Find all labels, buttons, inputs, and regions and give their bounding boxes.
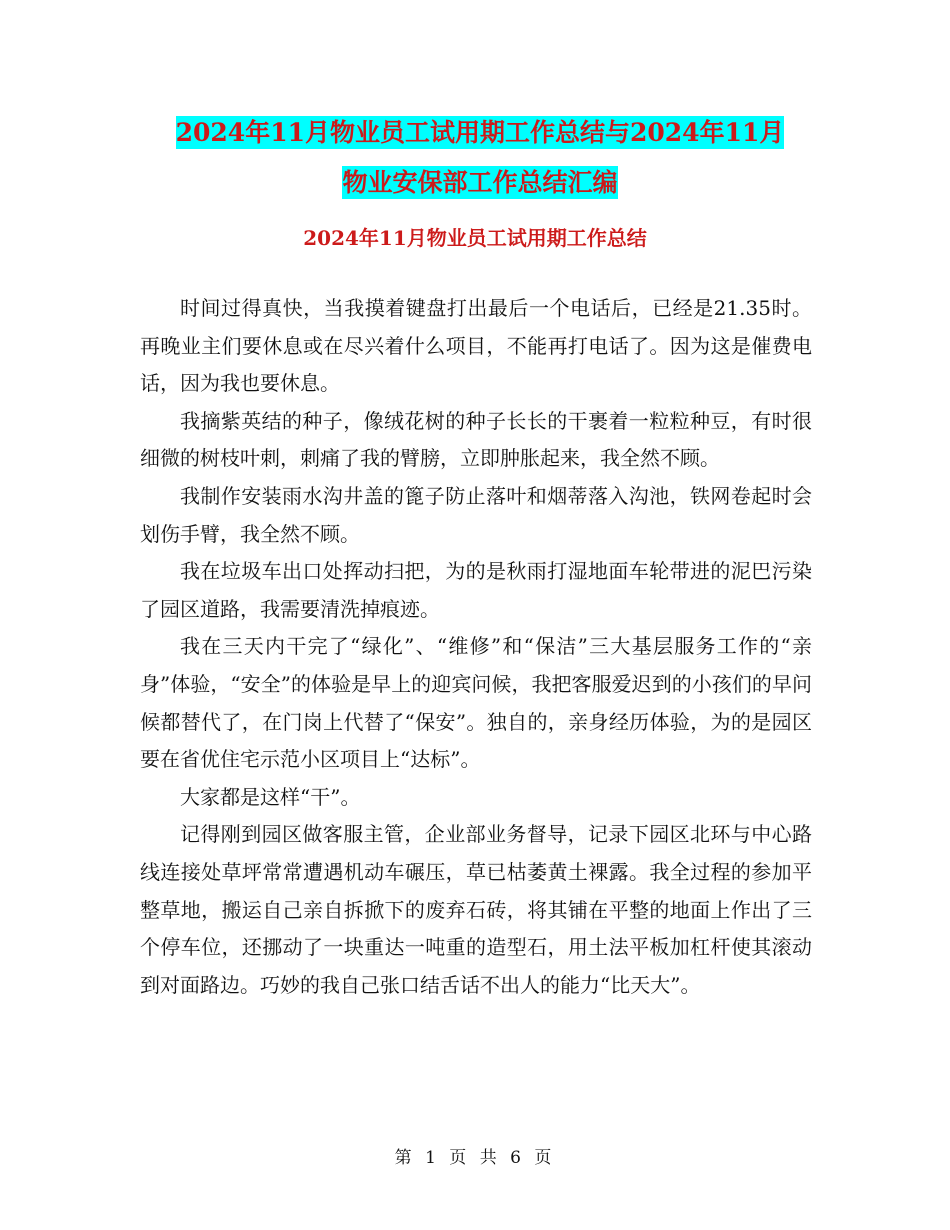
paragraph: 大家都是这样“干”。 [180, 784, 361, 809]
document-title [140, 108, 820, 208]
document-title-line-1: 2024年11月物业员工试用期工作总结与2024年11月 [175, 118, 785, 147]
paragraph: 我摘紫英结的种子，像绒花树的种子长长的干裹着一粒粒种豆，有时很细微的树枝叶刺，刺痛了我的臂膀，立即肿胀起来，我全然不顾。 [140, 408, 812, 471]
document-title-line-2: 物业安保部工作总结汇编 [342, 168, 618, 197]
paragraph: 我在垃圾车出口处挥动扫把，为的是秋雨打湿地面车轮带进的泥巴污染了园区道路，我需要清洗掉痕迹。 [140, 559, 812, 621]
page-footer: 第 1 页 共 6 页 [394, 1148, 556, 1168]
section-title: 2024年11月物业员工试用期工作总结 [303, 226, 647, 250]
body-text [140, 290, 812, 1004]
paragraph: 我在三天内干完了“绿化”、“维修”和“保洁”三大基层服务工作的“亲身”体验，“安全”的体验是早上的迎宾问候，我把客服爱迟到的小孩们的早问候都替代了，在门岗上代替了“保安”。独自的，亲身经历体验，为的是园区要在省优住宅示范小区项目上“达标”。 [140, 634, 812, 772]
paragraph: 记得刚到园区做客服主管，企业部业务督导，记录下园区北环与中心路线连接处草坪常常遭遇机动车碾压，草已枯萎黄土裸露。我全过程的参加平整草地，搬运自己亲自拆掀下的废弃石砖，将其铺在平整的地面上作出了三个停车位，还挪动了一块重达一吨重的造型石，用土法平板加杠杆使其滚动到对面路边。巧妙的我自己张口结舌话不出人的能力“比天大”。 [140, 822, 812, 997]
paragraph: 我制作安装雨水沟井盖的篦子防止落叶和烟蒂落入沟池，铁网卷起时会划伤手臂，我全然不顾。 [140, 483, 812, 546]
paragraph: 时间过得真快，当我摸着键盘打出最后一个电话后，已经是21.35时。再晚业主们要休息或在尽兴着什么项目，不能再打电话了。因为这是催费电话，因为我也要休息。 [140, 296, 812, 396]
